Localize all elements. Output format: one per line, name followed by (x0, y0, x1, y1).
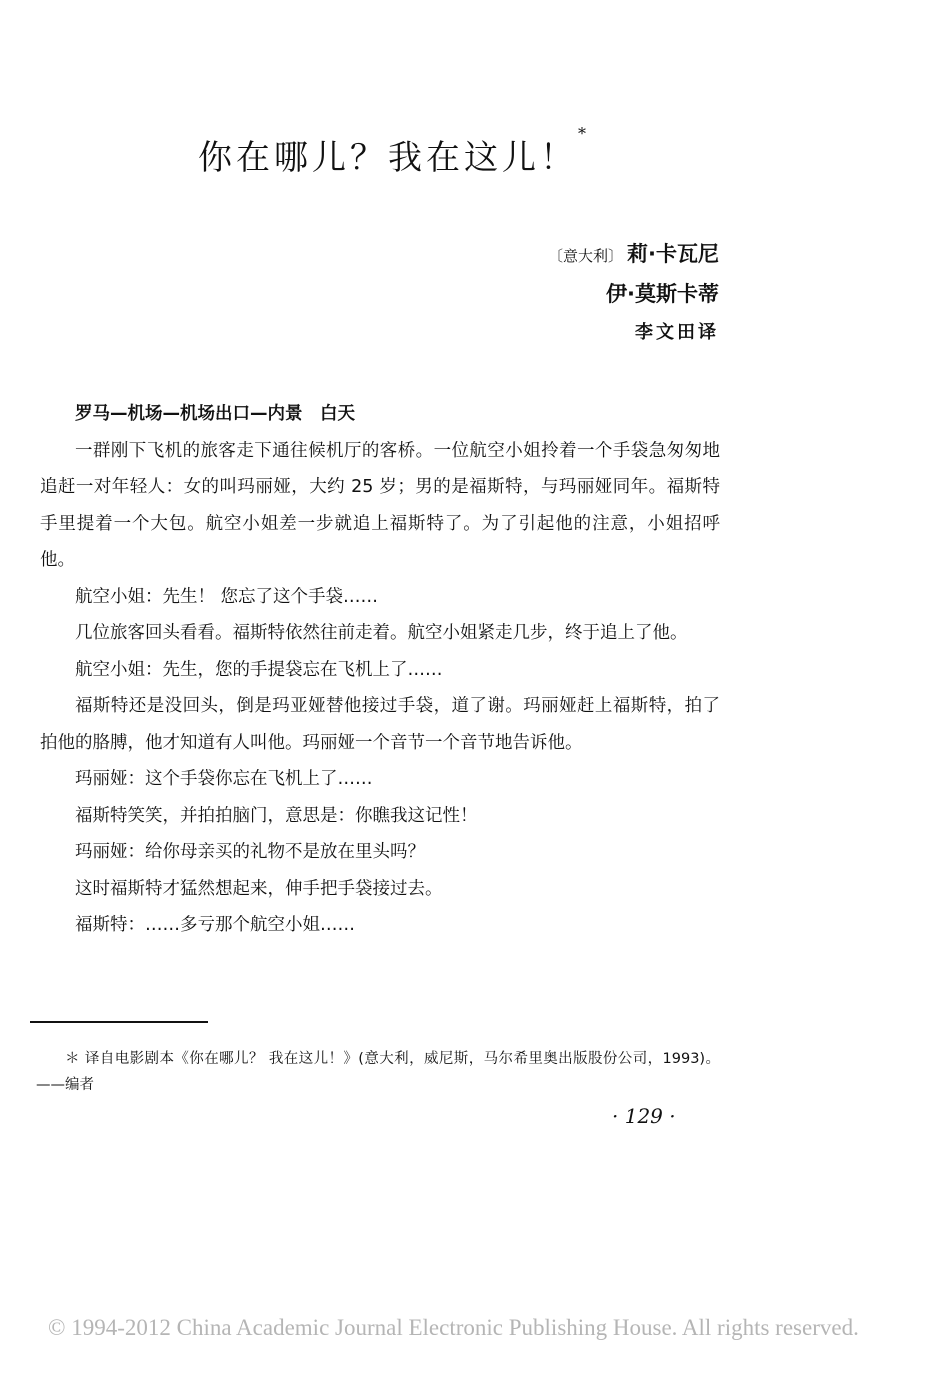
dialogue: 玛丽娅：给你母亲买的礼物不是放在里头吗？ (75, 842, 425, 862)
article-title-text: 你在哪儿？我在这儿！ (198, 138, 578, 178)
author-line-2 (606, 278, 719, 308)
footnote-divider (30, 1021, 208, 1023)
copyright-notice: © 1994-2012 China Academic Journal Electronic Publishing House. All rights reserved. (48, 1315, 859, 1340)
footnote: ＊ 译自电影剧本《你在哪儿？ 我在这儿！》(意大利，威尼斯，马尔希里奥出版股份公司，1993)。——编者 (36, 1051, 720, 1093)
translator-line (635, 318, 719, 344)
author-country: 〔意大利〕 (548, 247, 624, 265)
dialogue: 玛丽娅：这个手袋你忘在飞机上了…… (75, 769, 373, 789)
author-1: 莉·卡瓦尼 (627, 242, 719, 266)
paragraph: 几位旅客回头看看。福斯特依然往前走着。航空小姐紧走几步，终于追上了他。 (75, 623, 688, 643)
dialogue: 航空小姐：先生！ 您忘了这个手袋…… (75, 586, 379, 607)
author-line-1 (548, 238, 719, 268)
article-title (198, 124, 586, 179)
dialogue: 航空小姐：先生，您的手提袋忘在飞机上了…… (75, 659, 443, 680)
paragraph: 福斯特还是没回头，倒是玛亚娅替他接过手袋，道了谢。玛丽娅赶上福斯特，拍了拍他的胳膊，他才知道有人叫他。玛丽娅一个音节一个音节地告诉他。 (40, 696, 720, 753)
title-footnote-mark: * (578, 124, 586, 143)
paragraph: 这时福斯特才猛然想起来，伸手把手袋接过去。 (75, 878, 443, 899)
paragraph: 一群刚下飞机的旅客走下通往候机厅的客桥。一位航空小姐拎着一个手袋急匆匆地追赶一对年轻人：女的叫玛丽娅，大约 25 岁；男的是福斯特，与玛丽娅同年。福斯特手里提着一个大包。航空小姐差一步就追上福斯特了。为了引起他的注意，小姐招呼他。 (40, 440, 720, 570)
translator: 李文田译 (635, 322, 719, 343)
paragraph: 福斯特笑笑，并拍拍脑门，意思是：你瞧我这记性！ (75, 805, 478, 826)
dialogue: 福斯特：……多亏那个航空小姐…… (75, 915, 355, 935)
body-text (40, 396, 720, 944)
author-2: 伊·莫斯卡蒂 (606, 282, 719, 306)
scene-heading: 罗马—机场—机场出口—内景 白天 (75, 404, 355, 424)
page-number: · 129 · (612, 1104, 676, 1128)
